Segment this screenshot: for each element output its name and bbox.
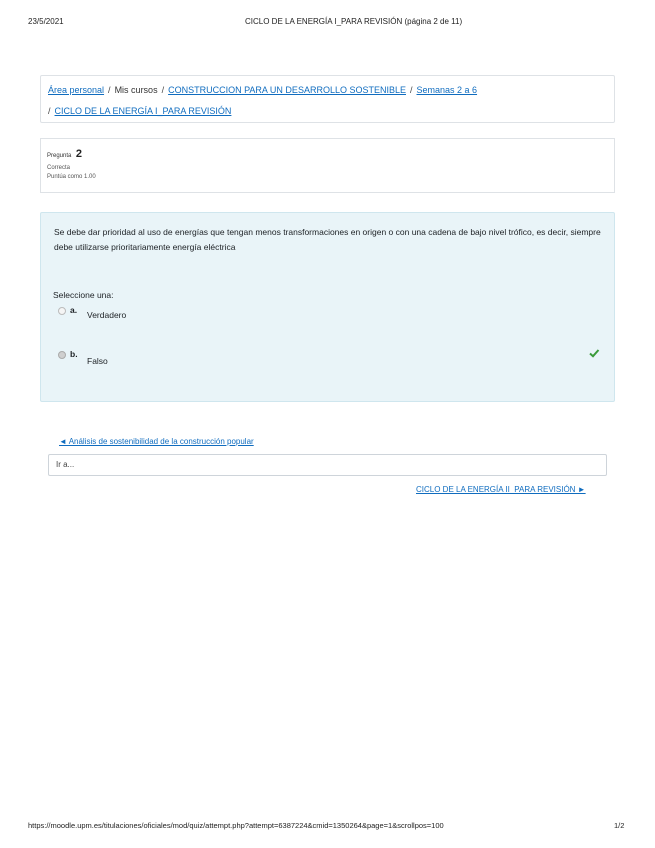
question-status: Correcta <box>47 165 71 171</box>
breadcrumb-separator: / <box>48 106 51 116</box>
breadcrumb-course-link[interactable]: CONSTRUCCION PARA UN DESARROLLO SOSTENIBLE <box>168 85 406 95</box>
option-a-label: Verdadero <box>87 310 127 320</box>
breadcrumb-separator: / <box>108 85 111 95</box>
question-text: Se debe dar prioridad al uso de energías que tengan menos transformaciones en origen o con una cadena de bajo nivel trófico, es decir, siempre debe utilizarse prioritariamente energía eléctrica <box>54 227 601 252</box>
option-a-radio[interactable] <box>58 307 66 315</box>
breadcrumb <box>40 75 615 123</box>
breadcrumb-section-link[interactable]: Semanas 2 a 6 <box>416 85 478 95</box>
print-url: https://moodle.upm.es/titulaciones/oficiales/mod/quiz/attempt.php?attempt=6387224&cmid=1350264&page=1&scrollpos=100 <box>28 821 444 830</box>
question-label: Pregunta <box>47 153 72 159</box>
print-date: 23/5/2021 <box>28 17 64 26</box>
option-b-letter: b. <box>70 349 78 359</box>
option-a-letter: a. <box>70 305 78 315</box>
breadcrumb-my-courses: Mis cursos <box>114 85 158 95</box>
jump-to-select[interactable]: Ir a... <box>48 454 607 476</box>
print-title: CICLO DE LA ENERGÍA I_PARA REVISIÓN (página 2 de 11) <box>245 17 463 26</box>
previous-activity-link[interactable]: ◄ Análisis de sostenibilidad de la construcción popular <box>59 437 254 446</box>
question-score: Puntúa como 1.00 <box>47 174 96 180</box>
next-activity-link[interactable]: CICLO DE LA ENERGÍA II_PARA REVISIÓN ► <box>416 485 586 494</box>
option-b-radio[interactable] <box>58 351 66 359</box>
correct-check-icon <box>588 347 600 359</box>
print-page-number: 1/2 <box>614 821 625 830</box>
breadcrumb-home-link[interactable]: Área personal <box>48 85 105 95</box>
question-number: 2 <box>75 148 82 160</box>
breadcrumb-quiz-link[interactable]: CICLO DE LA ENERGÍA I_PARA REVISIÓN <box>54 106 232 116</box>
option-b-label: Falso <box>87 356 108 366</box>
breadcrumb-separator: / <box>409 85 413 95</box>
question-info <box>40 138 615 193</box>
select-prompt: Seleccione una: <box>53 290 114 300</box>
breadcrumb-separator: / <box>161 85 165 95</box>
